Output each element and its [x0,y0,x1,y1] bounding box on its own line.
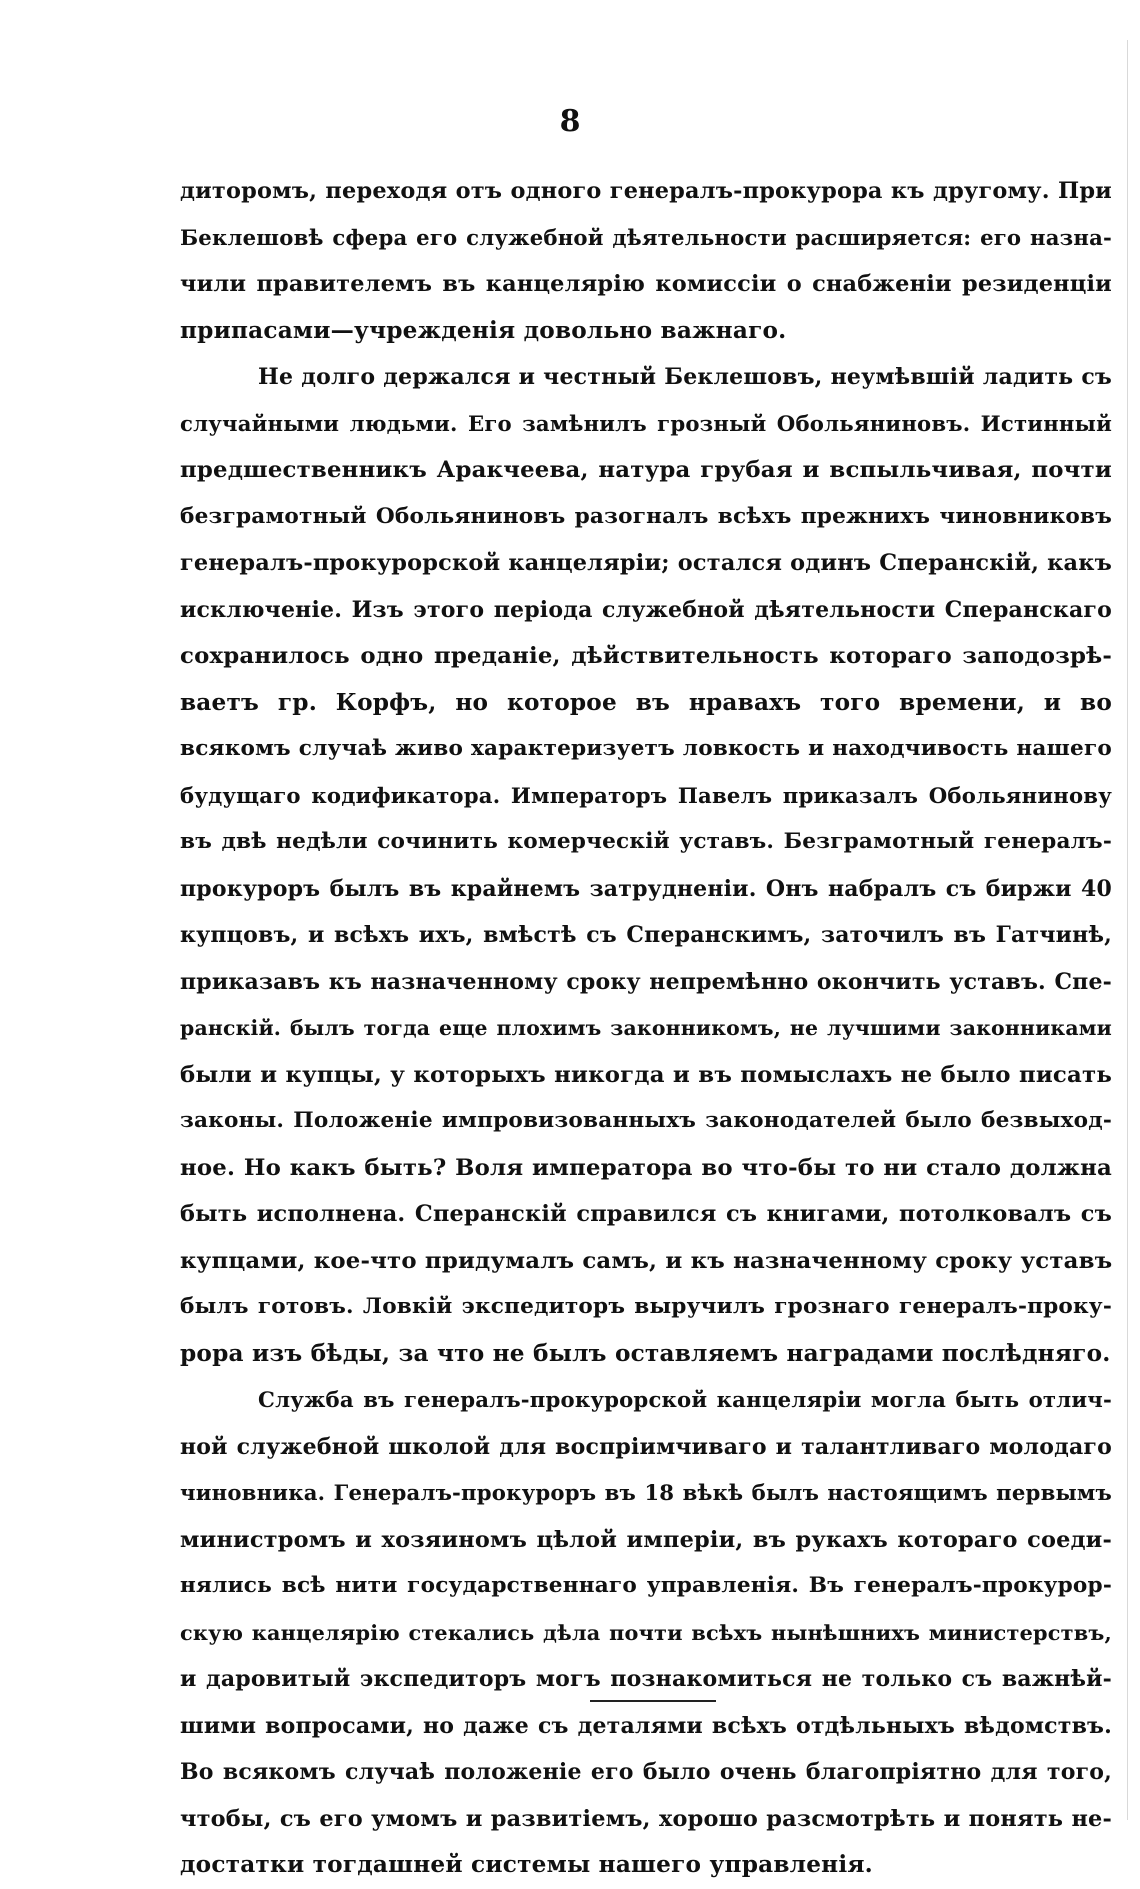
text-line: случайными людьми. Его замѣнилъ грозный Обольяниновъ. Истинный [180,410,1112,436]
text-line: сохранилось одно преданіе, дѣйствительность котораго заподозрѣ- [180,643,1112,669]
text-line: и даровитый экспедиторъ могъ познакомиться не только съ важнѣй- [180,1666,1112,1692]
page-edge-line [1127,40,1128,1820]
text-line: Во всякомъ случаѣ положеніе его было очень благопріятно для того, [180,1759,1112,1785]
text-line: Не долго держался и честный Беклешовъ, неумѣвшій ладить съ [258,364,1112,390]
body-text [180,168,1112,1889]
text-line: припасами—учрежденія довольно важнаго. [180,316,787,344]
text-line: чили правителемъ въ канцелярію комиссіи о снабженіи резиденціи [180,271,1112,297]
text-line: купцами, кое-что придумалъ самъ, и къ назначенному сроку уставъ [180,1247,1113,1274]
page-number: 8 [559,104,581,139]
text-line: законы. Положеніе импровизованныхъ законодателей было безвыход- [180,1108,1112,1133]
text-line: достатки тогдашней системы нашего управленія. [180,1851,873,1878]
text-line: будущаго кодификатора. Императоръ Павелъ приказалъ Обольянинову [180,782,1112,808]
text-line: былъ готовъ. Ловкій экспедиторъ выручилъ грознаго генералъ-проку- [180,1294,1112,1319]
text-line: ваетъ гр. Корфъ, но которое въ нравахъ того времени, и во [180,688,1112,716]
text-line: Беклешовѣ сфера его служебной дѣятельности расширяется: его назна- [180,224,1112,250]
text-line: диторомъ, переходя отъ одного генералъ-прокурора къ другому. При [180,178,1112,204]
text-line: министромъ и хозяиномъ цѣлой имперіи, въ рукахъ котораго соеди- [180,1526,1112,1553]
text-line: чиновника. Генералъ-прокуроръ въ 18 вѣкѣ былъ настоящимъ первымъ [180,1480,1112,1505]
paragraph-2 [180,354,1112,1377]
text-line: были и купцы, у которыхъ никогда и въ помыслахъ не было писать [180,1061,1112,1088]
text-line: въ двѣ недѣли сочинить комерческій уставъ. Безграмотный генералъ- [180,829,1112,854]
text-line: скую канцелярію стекались дѣла почти всѣхъ нынѣшнихъ министерствъ, [180,1619,1112,1645]
paragraph-1 [180,168,1112,354]
text-line: генералъ-прокурорской канцеляріи; остался одинъ Сперанскій, какъ [180,550,1112,576]
text-line: купцовъ, и всѣхъ ихъ, вмѣстѣ съ Сперанскимъ, заточилъ въ Гатчинѣ, [180,922,1112,948]
text-line: всякомъ случаѣ живо характеризуетъ ловкость и находчивость нашего [180,736,1112,761]
text-line: быть исполнена. Сперанскій справился съ книгами, потолковалъ съ [180,1201,1112,1227]
text-line: исключеніе. Изъ этого періода служебной дѣятельности Сперанскаго [180,596,1112,623]
text-line: рора изъ бѣды, за что не былъ оставляемъ наградами послѣдняго. [180,1339,1111,1367]
text-line: ное. Но какъ быть? Воля императора во что-бы то ни стало должна [180,1154,1112,1181]
text-line: нялись всѣ нити государственнаго управленія. Въ генералъ-прокурор- [180,1573,1112,1598]
text-line: прокуроръ былъ въ крайнемъ затрудненіи. Онъ набралъ съ биржи 40 [180,875,1112,902]
text-line: безграмотный Обольяниновъ разогналъ всѣхъ прежнихъ чиновниковъ [180,503,1112,529]
text-line: ной служебной школой для воспріимчиваго и талантливаго молодаго [180,1433,1112,1460]
text-line: Служба въ генералъ-прокурорской канцеляріи могла быть отлич- [258,1387,1112,1412]
paragraph-3 [180,1377,1112,1889]
end-rule [590,1700,716,1702]
text-line: ранскій. былъ тогда еще плохимъ законникомъ, не лучшими законниками [180,1016,1112,1040]
text-line: предшественникъ Аракчеева, натура грубая и вспыльчивая, почти [180,457,1112,483]
text-line: чтобы, съ его умомъ и развитіемъ, хорошо разсмотрѣть и понять не- [180,1805,1112,1832]
text-line: приказавъ къ назначенному сроку непремѣнно окончить уставъ. Спе- [180,968,1112,995]
text-line: шими вопросами, но даже съ деталями всѣхъ отдѣльныхъ вѣдомствъ. [180,1712,1112,1739]
